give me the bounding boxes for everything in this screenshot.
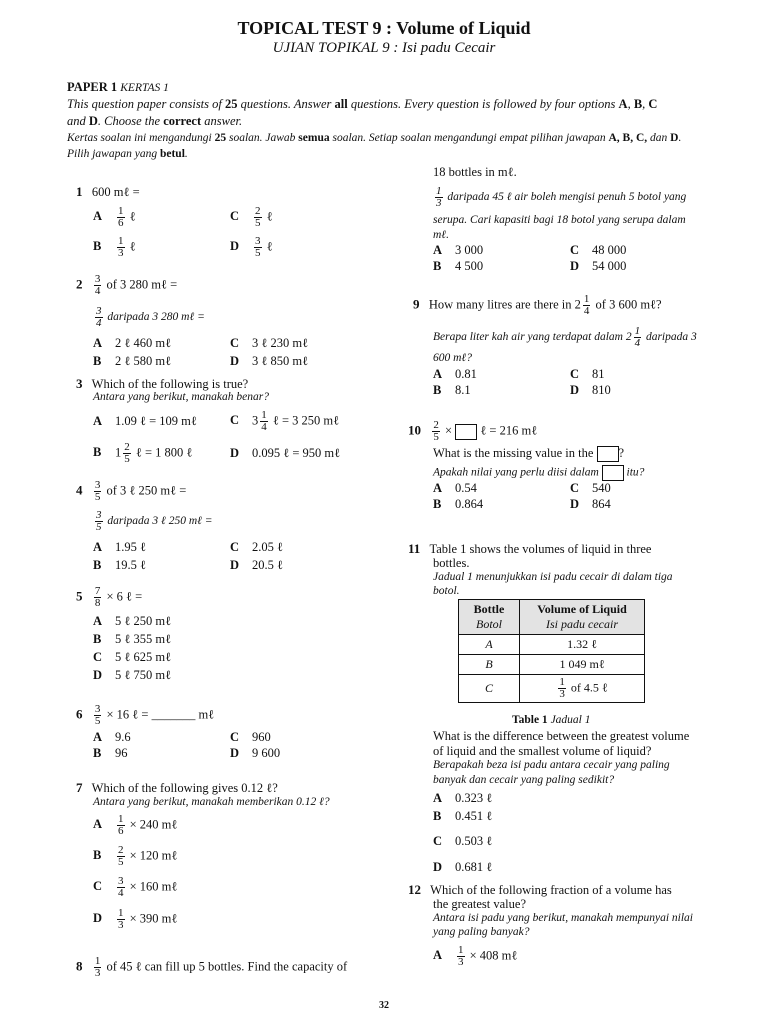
q8-option-a[interactable]: A 3 000 — [433, 243, 484, 257]
q8-option-b[interactable]: B 4 500 — [433, 259, 484, 273]
instructions-ms-line1: Kertas soalan ini mengandungi 25 soalan. Jawab semua soalan. Setiap soalan mengandungi empat pilihan jawapan A, B, C, dan D. — [67, 132, 682, 144]
q6-option-a[interactable]: A 9.6 — [93, 730, 131, 744]
paper-label — [67, 80, 169, 95]
table-row: A 1.32 ℓ — [459, 635, 645, 655]
q4-option-d[interactable]: D 20.5 ℓ — [230, 558, 283, 572]
q5-option-c[interactable]: C 5 ℓ 625 mℓ — [93, 650, 172, 664]
q4-option-c[interactable]: C 2.05 ℓ — [230, 540, 283, 554]
q3-option-c[interactable]: C 3 $\frac{1}{4}$ ℓ = 3 250 mℓ — [230, 409, 340, 433]
q10-option-a[interactable]: A 0.54 — [433, 481, 477, 495]
q8-stem-cont: 18 bottles in mℓ. — [433, 165, 517, 179]
q4-option-b[interactable]: B 19.5 ℓ — [93, 558, 146, 572]
q10-malay: Apakah nilai yang perlu diisi dalam itu? — [433, 465, 644, 481]
q12-stem-cont: the greatest value? — [433, 897, 527, 911]
q5-option-a[interactable]: A 5 ℓ 250 mℓ — [93, 614, 172, 628]
q10-option-c[interactable]: C 540 — [570, 481, 611, 495]
table-row: B 1 049 mℓ — [459, 655, 645, 675]
question-3: 3 Which of the following is true? — [76, 376, 249, 391]
q11-malay-3: Berapakah beza isi padu antara cecair yang paling — [433, 759, 670, 771]
paper-number: PAPER 1 — [67, 80, 118, 94]
q11-malay-1: Jadual 1 menunjukkan isi padu cecair di dalam tiga — [433, 571, 673, 583]
instructions-ms-line2: Pilih jawapan yang betul. — [67, 148, 188, 160]
page-title: TOPICAL TEST 9 : Volume of Liquid — [237, 18, 531, 38]
q2-malay: $\frac{3}{4}$ daripada 3 280 mℓ = — [96, 305, 205, 329]
q8-option-d[interactable]: D 54 000 — [570, 259, 627, 273]
table-header-volume: Volume of Liquid Isi padu cecair — [520, 600, 645, 635]
q11-malay-4: banyak dan cecair yang paling sedikit? — [433, 774, 615, 786]
q7-option-d[interactable]: D $\frac{1}{3}$ × 390 mℓ — [93, 907, 178, 931]
q12-malay-2: yang paling banyak? — [433, 926, 530, 938]
q7-option-a[interactable]: A $\frac{1}{6}$ × 240 mℓ — [93, 813, 178, 837]
q9-malay-2: 600 mℓ? — [433, 352, 472, 364]
q3-option-d[interactable]: D 0.095 ℓ = 950 mℓ — [230, 446, 341, 460]
q5-option-b[interactable]: B 5 ℓ 355 mℓ — [93, 632, 172, 646]
q3-malay: Antara yang berikut, manakah benar? — [93, 391, 269, 403]
answer-box — [602, 465, 624, 481]
question-8: 8 $\frac{1}{3}$ of 45 ℓ can fill up 5 bottles. Find the capacity of — [76, 955, 348, 979]
q2-option-a[interactable]: A 2 ℓ 460 mℓ — [93, 336, 172, 350]
question-2: 2 $\frac{3}{4}$ of 3 280 mℓ = — [76, 273, 178, 297]
table-header-bottle: Bottle Botol — [459, 600, 520, 635]
page-number: 32 — [379, 1000, 389, 1011]
answer-box — [597, 446, 619, 462]
q2-option-c[interactable]: C 3 ℓ 230 mℓ — [230, 336, 309, 350]
q2-option-d[interactable]: D 3 ℓ 850 mℓ — [230, 354, 309, 368]
q1-option-a[interactable]: A $\frac{1}{6}$ ℓ — [93, 205, 136, 229]
kertas-number: KERTAS 1 — [120, 82, 169, 94]
q11-malay-2: botol. — [433, 585, 460, 597]
q9-option-d[interactable]: D 810 — [570, 383, 611, 397]
question-11: 11 Table 1 shows the volumes of liquid in three — [408, 541, 652, 556]
q3-option-b[interactable]: B 1 $\frac{2}{5}$ ℓ = 1 800 ℓ — [93, 441, 193, 465]
q6-option-d[interactable]: D 9 600 — [230, 746, 281, 760]
q8-option-c[interactable]: C 48 000 — [570, 243, 627, 257]
question-5: 5 $\frac{7}{8}$ × 6 ℓ = — [76, 585, 143, 609]
q3-option-a[interactable]: A 1.09 ℓ = 109 mℓ — [93, 414, 197, 428]
question-1: 1 600 mℓ = — [76, 184, 140, 199]
q10-en: What is the missing value in the ? — [433, 446, 624, 462]
q9-option-a[interactable]: A 0.81 — [433, 367, 477, 381]
q2-option-b[interactable]: B 2 ℓ 580 mℓ — [93, 354, 172, 368]
table-caption: Table 1 Jadual 1 — [512, 714, 591, 726]
q1-option-b[interactable]: B $\frac{1}{3}$ ℓ — [93, 235, 136, 259]
q11-option-c[interactable]: C 0.503 ℓ — [433, 834, 493, 848]
q7-malay: Antara yang berikut, manakah memberikan 0.12 ℓ? — [93, 796, 330, 808]
q6-option-b[interactable]: B 96 — [93, 746, 128, 760]
q12-option-a[interactable]: A $\frac{1}{3}$ × 408 mℓ — [433, 944, 518, 968]
q1-option-d[interactable]: D $\frac{3}{5}$ ℓ — [230, 235, 273, 259]
instructions-en-line2: and D. Choose the correct answer. — [67, 114, 243, 128]
question-10: 10 $\frac{2}{5}$ × ℓ = 216 mℓ — [408, 419, 538, 443]
q4-malay: $\frac{3}{5}$ daripada 3 ℓ 250 mℓ = — [96, 509, 213, 533]
q9-option-b[interactable]: B 8.1 — [433, 383, 471, 397]
question-12: 12 Which of the following fraction of a volume has — [408, 882, 672, 897]
q10-option-b[interactable]: B 0.864 — [433, 497, 484, 511]
page-subtitle: UJIAN TOPIKAL 9 : Isi padu Cecair — [272, 40, 496, 56]
q7-option-b[interactable]: B $\frac{2}{5}$ × 120 mℓ — [93, 844, 178, 868]
q11-stem-cont: bottles. — [433, 556, 470, 570]
question-4: 4 $\frac{3}{5}$ of 3 ℓ 250 mℓ = — [76, 479, 187, 503]
q1-option-c[interactable]: C $\frac{2}{5}$ ℓ — [230, 205, 273, 229]
question-9: 9 How many litres are there in 2 $\frac{1}{4}$ of 3 600 mℓ? — [413, 293, 662, 317]
question-7: 7 Which of the following gives 0.12 ℓ? — [76, 780, 278, 795]
q11-option-a[interactable]: A 0.323 ℓ — [433, 791, 493, 805]
q9-option-c[interactable]: C 81 — [570, 367, 605, 381]
table-row: C $\frac{1}{3}$ of 4.5 ℓ — [459, 675, 645, 703]
q11-question-1: What is the difference between the greatest volume — [433, 729, 690, 743]
q10-option-d[interactable]: D 864 — [570, 497, 611, 511]
volume-table — [458, 599, 645, 703]
q6-option-c[interactable]: C 960 — [230, 730, 271, 744]
q11-question-2: of liquid and the smallest volume of liquid? — [433, 744, 652, 758]
answer-box — [455, 424, 477, 440]
q9-malay-1: Berapa liter kah air yang terdapat dalam 2 $\frac{1}{4}$ daripada 3 — [433, 325, 697, 349]
q8-malay-3: mℓ. — [433, 229, 449, 241]
q7-option-c[interactable]: C $\frac{3}{4}$ × 160 mℓ — [93, 875, 178, 899]
question-6: 6 $\frac{3}{5}$ × 16 ℓ = _______ mℓ — [76, 703, 215, 727]
q4-option-a[interactable]: A 1.95 ℓ — [93, 540, 146, 554]
q8-malay-1: $\frac{1}{3}$ daripada 45 ℓ air boleh mengisi penuh 5 botol yang — [436, 185, 687, 209]
q11-option-b[interactable]: B 0.451 ℓ — [433, 809, 493, 823]
q12-malay-1: Antara isi padu yang berikut, manakah mempunyai nilai — [433, 912, 693, 924]
instructions-en-line1: This question paper consists of 25 questions. Answer all questions. Every question is followed by four options A, B, C — [67, 97, 658, 111]
q5-option-d[interactable]: D 5 ℓ 750 mℓ — [93, 668, 172, 682]
q11-option-d[interactable]: D 0.681 ℓ — [433, 860, 493, 874]
q8-malay-2: serupa. Cari kapasiti bagi 18 botol yang serupa dalam — [433, 214, 686, 226]
